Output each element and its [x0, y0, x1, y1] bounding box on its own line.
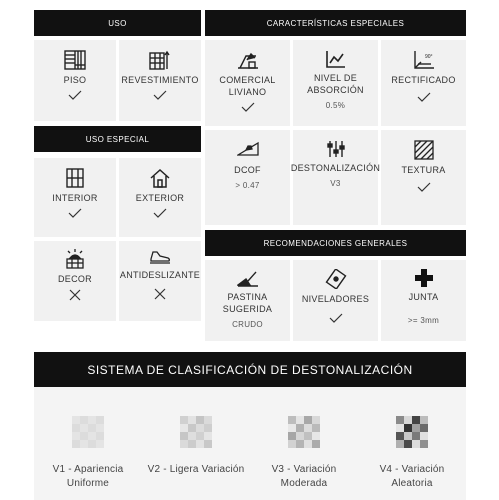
- v4-item: [358, 416, 466, 491]
- textura-label: TEXTURA: [401, 165, 446, 175]
- v1-label-line2: Uniforme: [66, 478, 110, 489]
- nivel-absorcion-label-2: ABSORCIÓN: [307, 85, 364, 95]
- house-exterior-icon: [149, 168, 171, 188]
- dcof-cell: [205, 130, 290, 225]
- check-icon: [153, 90, 167, 100]
- junta-value: >= 3mm: [407, 316, 440, 325]
- anti-slip-shoe-icon: [148, 249, 172, 265]
- rectificado-cell: [381, 40, 466, 126]
- junta-cell: [381, 260, 466, 341]
- grout-trowel-icon: [237, 269, 259, 287]
- pastina-value: CRUDO: [232, 320, 263, 329]
- nivel-absorcion-value: 0.5%: [325, 101, 346, 110]
- v3-moderate-swatch-icon: [288, 416, 320, 448]
- antideslizante-label: ANTIDESLIZANTE: [119, 270, 201, 280]
- pastina-label-2: SUGERIDA: [222, 304, 273, 314]
- v3-label-line2: Moderada: [280, 478, 328, 489]
- recomendaciones-header-text: RECOMENDACIONES GENERALES: [263, 238, 408, 248]
- niveladores-cell: [293, 260, 378, 341]
- destonalizacion-system-title: SISTEMA DE CLASIFICACIÓN DE DESTONALIZACIÓN: [87, 362, 413, 377]
- nivel-absorcion-label-1: NIVEL DE: [313, 73, 358, 83]
- uso-decor-cell: [34, 241, 116, 321]
- junta-label: JUNTA: [408, 292, 439, 302]
- v3-label-line1: V3 - Variación: [271, 464, 337, 475]
- dcof-value: > 0.47: [235, 181, 260, 190]
- check-icon: [329, 313, 343, 323]
- v1-label: [53, 463, 124, 491]
- destonalizacion-system-body: [34, 387, 466, 500]
- check-icon: [153, 208, 167, 218]
- absorption-chart-icon: [326, 50, 346, 68]
- pastina-cell: [205, 260, 290, 341]
- check-icon: [241, 102, 255, 112]
- uso-interior-cell: [34, 158, 116, 237]
- decor-label: DECOR: [57, 274, 92, 284]
- check-icon: [417, 92, 431, 102]
- joint-plus-icon: [415, 269, 433, 287]
- interior-door-icon: [65, 168, 85, 188]
- comercial-liviano-label-1: COMERCIAL: [219, 75, 276, 85]
- uso-header-text: USO: [108, 18, 127, 28]
- v4-label: [380, 463, 445, 491]
- v3-label: [272, 463, 337, 491]
- v4-random-swatch-icon: [396, 416, 428, 448]
- v1-item: [34, 416, 142, 491]
- nivel-absorcion-cell: [293, 40, 378, 126]
- niveladores-label: NIVELADORES: [301, 294, 370, 304]
- rectified-edge-icon: [413, 50, 435, 70]
- uso-header: [34, 10, 201, 36]
- comercial-liviano-cell: [205, 40, 290, 126]
- destonalizacion-value: V3: [330, 179, 341, 188]
- light-commercial-icon: [237, 50, 259, 70]
- dcof-label: DCOF: [234, 165, 261, 175]
- texture-icon: [414, 140, 434, 160]
- textura-cell: [381, 130, 466, 225]
- exterior-label: EXTERIOR: [135, 193, 185, 203]
- v2-label-line1: V2 - Ligera Variación: [147, 464, 245, 475]
- v2-item: [142, 416, 250, 477]
- uso-piso-cell: [34, 40, 116, 121]
- destonalizacion-label: DESTONALIZACIÓN: [290, 163, 381, 173]
- especiales-header-text: CARACTERÍSTICAS ESPECIALES: [266, 18, 405, 28]
- v3-item: [250, 416, 358, 491]
- cross-icon: [154, 288, 166, 300]
- v1-label-line1: V1 - Apariencia: [52, 464, 124, 475]
- shade-variation-sliders-icon: [326, 140, 346, 158]
- uso-antideslizante-cell: [119, 241, 201, 321]
- interior-label: INTERIOR: [52, 193, 98, 203]
- tile-floor-icon: [64, 50, 86, 70]
- recomendaciones-header: [205, 230, 466, 256]
- comercial-liviano-label-2: LIVIANO: [228, 87, 267, 97]
- pastina-label-1: PASTINA: [227, 292, 268, 302]
- v2-slight-swatch-icon: [180, 416, 212, 448]
- uso-especial-header: [34, 126, 201, 152]
- uso-exterior-cell: [119, 158, 201, 237]
- dcof-slope-icon: [237, 140, 259, 156]
- uso-especial-header-text: USO ESPECIAL: [85, 134, 150, 144]
- especiales-header: [205, 10, 466, 36]
- rectificado-label: RECTIFICADO: [391, 75, 456, 85]
- revestimiento-label: REVESTIMIENTO: [121, 75, 199, 85]
- check-icon: [68, 90, 82, 100]
- uso-revestimiento-cell: [119, 40, 201, 121]
- piso-label: PISO: [63, 75, 87, 85]
- svg-text:90°: 90°: [424, 54, 433, 60]
- decor-lamp-icon: [64, 249, 86, 269]
- destonalizacion-system-header: [34, 352, 466, 387]
- check-icon: [417, 182, 431, 192]
- wall-cladding-icon: [149, 50, 171, 70]
- v2-label: [148, 463, 245, 477]
- v1-uniform-swatch-icon: [72, 416, 104, 448]
- v4-label-line2: Aleatoria: [391, 478, 433, 489]
- v4-label-line1: V4 - Variación: [379, 464, 445, 475]
- leveler-icon: [325, 269, 347, 289]
- check-icon: [68, 208, 82, 218]
- cross-icon: [69, 289, 81, 301]
- destonalizacion-cell: [290, 130, 381, 225]
